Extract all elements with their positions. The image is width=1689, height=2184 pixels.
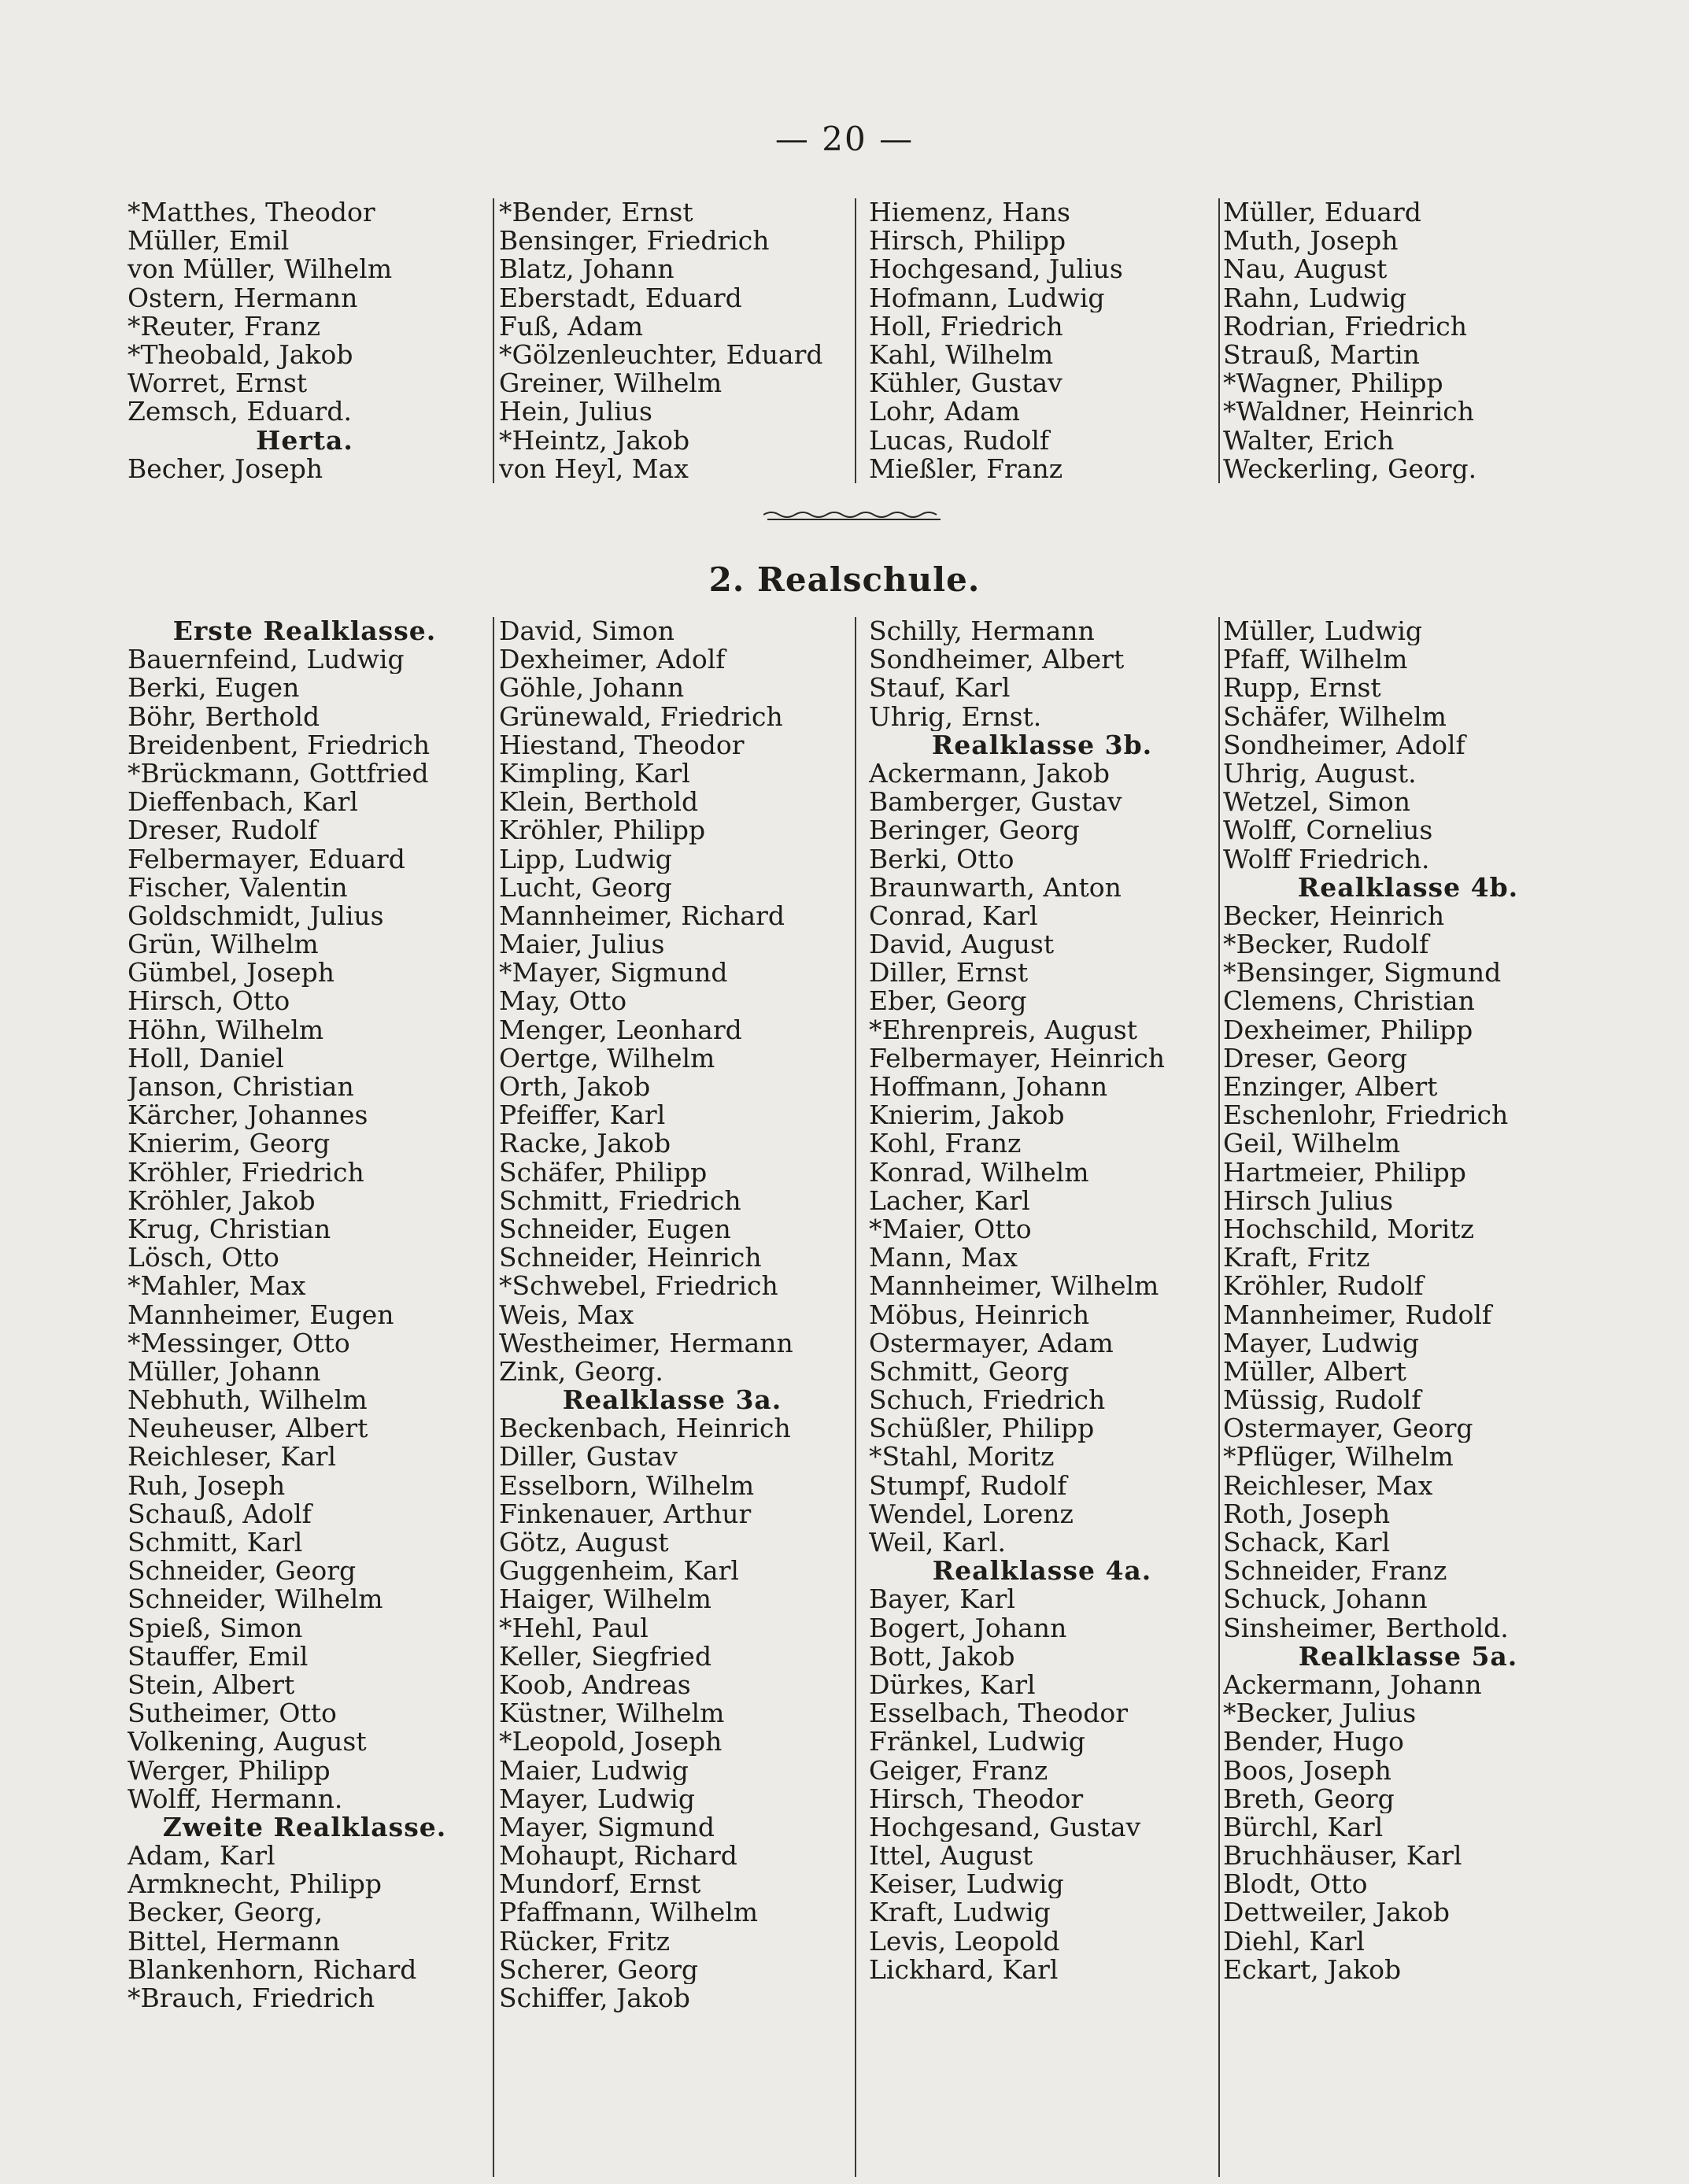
- bottom-column-divider: [1218, 617, 1220, 2177]
- name-entry: Schiffer, Jakob: [499, 1984, 690, 2013]
- name-entry: *Messinger, Otto: [128, 1329, 350, 1358]
- name-entry: Esselbach, Theodor: [869, 1699, 1128, 1728]
- class-heading: Realklasse 5a.: [1298, 1642, 1518, 1671]
- name-entry: *Schwebel, Friedrich: [499, 1272, 778, 1301]
- name-entry: Felbermayer, Eduard: [128, 844, 405, 874]
- name-entry: Böhr, Berthold: [128, 702, 320, 731]
- name-entry: Schneider, Wilhelm: [128, 1585, 383, 1614]
- name-entry: Greiner, Wilhelm: [499, 369, 723, 398]
- name-entry: Maier, Ludwig: [499, 1756, 689, 1785]
- name-entry: Eber, Georg: [869, 987, 1027, 1016]
- page-number: — 20 —: [774, 120, 915, 158]
- name-entry: Lickhard, Karl: [869, 1955, 1059, 1984]
- name-entry: Bott, Jakob: [869, 1642, 1015, 1671]
- name-entry: Fuß, Adam: [499, 312, 644, 341]
- name-entry: Bauernfeind, Ludwig: [128, 645, 405, 674]
- name-entry: Becker, Heinrich: [1223, 901, 1445, 931]
- bottom-column-3: [869, 617, 1215, 1984]
- name-entry: Göhle, Johann: [499, 674, 685, 703]
- name-entry: David, Simon: [499, 617, 675, 646]
- name-entry: Hiemenz, Hans: [869, 198, 1070, 227]
- name-entry: Reichleser, Max: [1223, 1471, 1433, 1500]
- name-entry: Dreser, Georg: [1223, 1044, 1408, 1073]
- name-entry: Bayer, Karl: [869, 1585, 1015, 1614]
- class-heading: Zweite Realklasse.: [162, 1813, 447, 1842]
- name-entry: Möbus, Heinrich: [869, 1300, 1090, 1329]
- top-column-2: [499, 198, 845, 483]
- name-entry: Müller, Ludwig: [1223, 617, 1423, 646]
- class-heading: Herta.: [256, 426, 353, 455]
- name-entry: Fischer, Valentin: [128, 873, 348, 902]
- name-entry: Ruh, Joseph: [128, 1471, 286, 1500]
- name-entry: Menger, Leonhard: [499, 1015, 742, 1044]
- name-entry: Neuheuser, Albert: [128, 1414, 368, 1443]
- top-column-divider: [493, 198, 494, 483]
- top-column-3: [869, 198, 1215, 483]
- section-title: 2. Realschule.: [708, 560, 981, 599]
- name-entry: *Brückmann, Gottfried: [128, 759, 429, 789]
- name-entry: Müssig, Rudolf: [1223, 1386, 1421, 1415]
- name-entry: Haiger, Wilhelm: [499, 1585, 711, 1614]
- name-entry: Nau, August: [1223, 255, 1388, 284]
- name-entry: Walter, Erich: [1223, 426, 1395, 455]
- name-entry: Klein, Berthold: [499, 788, 699, 817]
- name-entry: Kröhler, Philipp: [499, 816, 706, 845]
- name-entry: Keiser, Ludwig: [869, 1870, 1064, 1899]
- name-entry: *Gölzenleuchter, Eduard: [499, 340, 823, 370]
- name-entry: Schneider, Eugen: [499, 1214, 731, 1244]
- class-heading: Realklasse 3b.: [931, 730, 1153, 759]
- name-entry: Weckerling, Georg.: [1223, 454, 1477, 483]
- name-entry: Beckenbach, Heinrich: [499, 1414, 791, 1443]
- bottom-column-2: [499, 617, 845, 2012]
- name-entry: Konrad, Wilhelm: [869, 1158, 1089, 1187]
- name-entry: Schack, Karl: [1223, 1528, 1391, 1558]
- name-entry: Wetzel, Simon: [1223, 788, 1411, 817]
- name-entry: Lacher, Karl: [869, 1186, 1030, 1215]
- name-entry: Sondheimer, Albert: [869, 645, 1125, 674]
- name-entry: Stauf, Karl: [869, 674, 1011, 703]
- name-entry: Müller, Emil: [128, 227, 290, 256]
- name-entry: *Matthes, Theodor: [128, 198, 375, 227]
- name-entry: Hofmann, Ludwig: [869, 283, 1105, 312]
- name-entry: *Bender, Ernst: [499, 198, 693, 227]
- name-entry: Geil, Wilhelm: [1223, 1129, 1401, 1159]
- name-entry: Armknecht, Philipp: [128, 1870, 383, 1899]
- class-heading: Realklasse 4a.: [932, 1557, 1152, 1586]
- name-entry: Becher, Joseph: [128, 454, 323, 483]
- name-entry: Mannheimer, Richard: [499, 901, 785, 931]
- name-entry: Dexheimer, Adolf: [499, 645, 726, 674]
- name-entry: Lucas, Rudolf: [869, 426, 1050, 455]
- name-entry: Schauß, Adolf: [128, 1499, 312, 1528]
- name-entry: Stumpf, Rudolf: [869, 1471, 1067, 1500]
- name-entry: Clemens, Christian: [1223, 987, 1475, 1016]
- name-entry: Diehl, Karl: [1223, 1927, 1365, 1956]
- name-entry: Kühler, Gustav: [869, 369, 1063, 398]
- name-entry: *Mayer, Sigmund: [499, 959, 728, 988]
- name-entry: Ackermann, Johann: [1223, 1670, 1482, 1700]
- name-entry: Oertge, Wilhelm: [499, 1044, 715, 1073]
- name-entry: Fränkel, Ludwig: [869, 1728, 1085, 1757]
- name-entry: Kraft, Fritz: [1223, 1244, 1370, 1273]
- name-entry: Esselborn, Wilhelm: [499, 1471, 755, 1500]
- name-entry: *Heintz, Jakob: [499, 426, 690, 455]
- name-entry: Guggenheim, Karl: [499, 1557, 739, 1586]
- name-entry: Scherer, Georg: [499, 1955, 698, 1984]
- name-entry: Kröhler, Rudolf: [1223, 1272, 1424, 1301]
- name-entry: Lipp, Ludwig: [499, 844, 672, 874]
- name-entry: Mannheimer, Wilhelm: [869, 1272, 1159, 1301]
- name-entry: Eschenlohr, Friedrich: [1223, 1101, 1509, 1130]
- name-entry: Blatz, Johann: [499, 255, 674, 284]
- name-entry: Bürchl, Karl: [1223, 1813, 1384, 1842]
- name-entry: Bruchhäuser, Karl: [1223, 1842, 1462, 1871]
- name-entry: Rodrian, Friedrich: [1223, 312, 1468, 341]
- name-entry: Werger, Philipp: [128, 1756, 331, 1785]
- name-entry: *Waldner, Heinrich: [1223, 397, 1474, 427]
- name-entry: Ackermann, Jakob: [869, 759, 1110, 789]
- name-entry: Wolff, Hermann.: [128, 1784, 343, 1813]
- name-entry: Müller, Johann: [128, 1357, 321, 1387]
- name-entry: Rupp, Ernst: [1223, 674, 1381, 703]
- name-entry: Orth, Jakob: [499, 1073, 651, 1102]
- name-entry: *Pflüger, Wilhelm: [1223, 1443, 1454, 1472]
- name-entry: *Stahl, Moritz: [869, 1443, 1055, 1472]
- name-entry: Weis, Max: [499, 1300, 634, 1329]
- name-entry: Nebhuth, Wilhelm: [128, 1386, 368, 1415]
- name-entry: Höhn, Wilhelm: [128, 1015, 324, 1044]
- class-heading: Realklasse 4b.: [1297, 873, 1519, 902]
- name-entry: Enzinger, Albert: [1223, 1073, 1438, 1102]
- name-entry: Pfeiffer, Karl: [499, 1101, 666, 1130]
- name-entry: Geiger, Franz: [869, 1756, 1048, 1785]
- name-entry: Hein, Julius: [499, 397, 652, 427]
- name-entry: Grün, Wilhelm: [128, 930, 319, 959]
- name-entry: Beringer, Georg: [869, 816, 1080, 845]
- name-entry: Gümbel, Joseph: [128, 959, 335, 988]
- name-entry: von Müller, Wilhelm: [128, 255, 393, 284]
- name-entry: Hirsch, Theodor: [869, 1784, 1084, 1813]
- name-entry: *Theobald, Jakob: [128, 340, 353, 370]
- name-entry: Racke, Jakob: [499, 1129, 671, 1159]
- name-entry: Finkenauer, Arthur: [499, 1499, 752, 1528]
- name-entry: *Leopold, Joseph: [499, 1728, 723, 1757]
- name-entry: *Hehl, Paul: [499, 1613, 649, 1643]
- name-entry: Diller, Ernst: [869, 959, 1029, 988]
- name-entry: Krug, Christian: [128, 1214, 331, 1244]
- name-entry: Roth, Joseph: [1223, 1499, 1391, 1528]
- name-entry: Bogert, Johann: [869, 1613, 1067, 1643]
- name-entry: Eckart, Jakob: [1223, 1955, 1402, 1984]
- name-entry: Kröhler, Jakob: [128, 1186, 316, 1215]
- bottom-column-4: [1223, 617, 1593, 1984]
- top-column-4: [1223, 198, 1593, 483]
- name-entry: *Becker, Rudolf: [1223, 930, 1429, 959]
- name-entry: Sinsheimer, Berthold.: [1223, 1613, 1509, 1643]
- name-entry: Kärcher, Johannes: [128, 1101, 368, 1130]
- name-entry: Breth, Georg: [1223, 1784, 1395, 1813]
- name-entry: *Brauch, Friedrich: [128, 1984, 375, 2013]
- name-entry: Lohr, Adam: [869, 397, 1021, 427]
- name-entry: Knierim, Jakob: [869, 1101, 1065, 1130]
- name-entry: Lucht, Georg: [499, 873, 672, 902]
- name-entry: *Mahler, Max: [128, 1272, 306, 1301]
- name-entry: Eberstadt, Eduard: [499, 283, 742, 312]
- name-entry: Maier, Julius: [499, 930, 665, 959]
- name-entry: Hochgesand, Julius: [869, 255, 1123, 284]
- name-entry: Ittel, August: [869, 1842, 1033, 1871]
- name-entry: Hiestand, Theodor: [499, 730, 745, 759]
- name-entry: Kohl, Franz: [869, 1129, 1022, 1159]
- name-entry: Bamberger, Gustav: [869, 788, 1122, 817]
- name-entry: Conrad, Karl: [869, 901, 1038, 931]
- name-entry: Pfaff, Wilhelm: [1223, 645, 1408, 674]
- name-entry: Holl, Daniel: [128, 1044, 284, 1073]
- name-entry: Keller, Siegfried: [499, 1642, 712, 1671]
- name-entry: Wolff, Cornelius: [1223, 816, 1433, 845]
- name-entry: Stein, Albert: [128, 1670, 295, 1700]
- name-entry: Mann, Max: [869, 1244, 1018, 1273]
- name-entry: Becker, Georg,: [128, 1898, 323, 1927]
- name-entry: Felbermayer, Heinrich: [869, 1044, 1166, 1073]
- name-entry: Schuck, Johann: [1223, 1585, 1428, 1614]
- top-column-divider: [855, 198, 856, 483]
- name-entry: *Reuter, Franz: [128, 312, 321, 341]
- name-entry: Stauffer, Emil: [128, 1642, 309, 1671]
- name-entry: Zemsch, Eduard.: [128, 397, 352, 427]
- name-entry: Holl, Friedrich: [869, 312, 1063, 341]
- name-entry: Goldschmidt, Julius: [128, 901, 384, 931]
- name-entry: Wendel, Lorenz: [869, 1499, 1074, 1528]
- name-entry: Hoffmann, Johann: [869, 1073, 1108, 1102]
- name-entry: *Maier, Otto: [869, 1214, 1032, 1244]
- name-entry: Müller, Eduard: [1223, 198, 1421, 227]
- name-entry: Ostermayer, Georg: [1223, 1414, 1473, 1443]
- name-entry: Levis, Leopold: [869, 1927, 1060, 1956]
- name-entry: Knierim, Georg: [128, 1129, 331, 1159]
- name-entry: Dürkes, Karl: [869, 1670, 1036, 1700]
- name-entry: *Ehrenpreis, August: [869, 1015, 1137, 1044]
- name-entry: Hirsch, Philipp: [869, 227, 1066, 256]
- name-entry: Schmitt, Friedrich: [499, 1186, 741, 1215]
- name-entry: Sutheimer, Otto: [128, 1699, 337, 1728]
- name-entry: Schneider, Franz: [1223, 1557, 1447, 1586]
- name-entry: Kraft, Ludwig: [869, 1898, 1051, 1927]
- name-entry: Pfaffmann, Wilhelm: [499, 1898, 759, 1927]
- class-heading: Realklasse 3a.: [562, 1386, 782, 1415]
- name-entry: Janson, Christian: [128, 1073, 354, 1102]
- name-entry: Schäfer, Philipp: [499, 1158, 708, 1187]
- name-entry: Dettweiler, Jakob: [1223, 1898, 1450, 1927]
- name-entry: Dieffenbach, Karl: [128, 788, 358, 817]
- name-entry: Sondheimer, Adolf: [1223, 730, 1465, 759]
- name-entry: Boos, Joseph: [1223, 1756, 1391, 1785]
- name-entry: Mannheimer, Eugen: [128, 1300, 394, 1329]
- bottom-column-1: [128, 617, 482, 2012]
- name-entry: Reichleser, Karl: [128, 1443, 336, 1472]
- name-entry: Kahl, Wilhelm: [869, 340, 1054, 370]
- name-entry: Ostermayer, Adam: [869, 1329, 1114, 1358]
- name-entry: Kröhler, Friedrich: [128, 1158, 364, 1187]
- name-entry: Koob, Andreas: [499, 1670, 691, 1700]
- name-entry: *Becker, Julius: [1223, 1699, 1417, 1728]
- name-entry: Hirsch, Otto: [128, 987, 290, 1016]
- name-entry: Götz, August: [499, 1528, 669, 1558]
- section-ornament: [763, 507, 944, 526]
- name-entry: *Wagner, Philipp: [1223, 369, 1443, 398]
- name-entry: Bittel, Hermann: [128, 1927, 340, 1956]
- class-heading: Erste Realklasse.: [172, 617, 437, 646]
- name-entry: Dreser, Rudolf: [128, 816, 318, 845]
- name-entry: Müller, Albert: [1223, 1357, 1406, 1387]
- name-entry: Berki, Eugen: [128, 674, 300, 703]
- name-entry: Braunwarth, Anton: [869, 873, 1122, 902]
- name-entry: May, Otto: [499, 987, 627, 1016]
- name-entry: Diller, Gustav: [499, 1443, 678, 1472]
- name-entry: Schäfer, Wilhelm: [1223, 702, 1447, 731]
- name-entry: Uhrig, Ernst.: [869, 702, 1042, 731]
- name-entry: Berki, Otto: [869, 844, 1015, 874]
- name-entry: Bensinger, Friedrich: [499, 227, 770, 256]
- name-entry: Kimpling, Karl: [499, 759, 690, 789]
- name-entry: David, August: [869, 930, 1055, 959]
- name-entry: Rücker, Fritz: [499, 1927, 671, 1956]
- name-entry: Worret, Ernst: [128, 369, 308, 398]
- name-entry: Hirsch Julius: [1223, 1186, 1394, 1215]
- name-entry: Hochschild, Moritz: [1223, 1214, 1474, 1244]
- name-entry: Dexheimer, Philipp: [1223, 1015, 1473, 1044]
- bottom-column-divider: [493, 617, 494, 2177]
- name-entry: Schneider, Georg: [128, 1557, 357, 1586]
- name-entry: Westheimer, Hermann: [499, 1329, 793, 1358]
- name-entry: *Bensinger, Sigmund: [1223, 959, 1502, 988]
- name-entry: Hochgesand, Gustav: [869, 1813, 1141, 1842]
- name-entry: Bender, Hugo: [1223, 1728, 1404, 1757]
- name-entry: Grünewald, Friedrich: [499, 702, 783, 731]
- name-entry: Wolff Friedrich.: [1223, 844, 1430, 874]
- name-entry: Schneider, Heinrich: [499, 1244, 762, 1273]
- name-entry: Mayer, Ludwig: [499, 1784, 695, 1813]
- top-column-divider: [1218, 198, 1220, 483]
- name-entry: Küstner, Wilhelm: [499, 1699, 725, 1728]
- name-entry: Weil, Karl.: [869, 1528, 1006, 1558]
- name-entry: Schmitt, Karl: [128, 1528, 303, 1558]
- name-entry: Schüßler, Philipp: [869, 1414, 1095, 1443]
- name-entry: Mohaupt, Richard: [499, 1842, 737, 1871]
- name-entry: von Heyl, Max: [499, 454, 689, 483]
- name-entry: Schilly, Hermann: [869, 617, 1095, 646]
- name-entry: Mundorf, Ernst: [499, 1870, 701, 1899]
- name-entry: Breidenbent, Friedrich: [128, 730, 431, 759]
- top-column-1: [128, 198, 482, 483]
- name-entry: Lösch, Otto: [128, 1244, 279, 1273]
- name-entry: Adam, Karl: [128, 1842, 275, 1871]
- name-entry: Ostern, Hermann: [128, 283, 358, 312]
- name-entry: Schuch, Friedrich: [869, 1386, 1106, 1415]
- name-entry: Blankenhorn, Richard: [128, 1955, 417, 1984]
- name-entry: Blodt, Otto: [1223, 1870, 1368, 1899]
- name-entry: Mießler, Franz: [869, 454, 1063, 483]
- name-entry: Hartmeier, Philipp: [1223, 1158, 1466, 1187]
- name-entry: Mayer, Sigmund: [499, 1813, 715, 1842]
- name-entry: Muth, Joseph: [1223, 227, 1399, 256]
- name-entry: Rahn, Ludwig: [1223, 283, 1406, 312]
- name-entry: Mannheimer, Rudolf: [1223, 1300, 1492, 1329]
- name-entry: Strauß, Martin: [1223, 340, 1420, 370]
- name-entry: Volkening, August: [128, 1728, 367, 1757]
- name-entry: Zink, Georg.: [499, 1357, 663, 1387]
- name-entry: Schmitt, Georg: [869, 1357, 1070, 1387]
- name-entry: Spieß, Simon: [128, 1613, 303, 1643]
- bottom-column-divider: [855, 617, 856, 2177]
- name-entry: Mayer, Ludwig: [1223, 1329, 1419, 1358]
- name-entry: Uhrig, August.: [1223, 759, 1417, 789]
